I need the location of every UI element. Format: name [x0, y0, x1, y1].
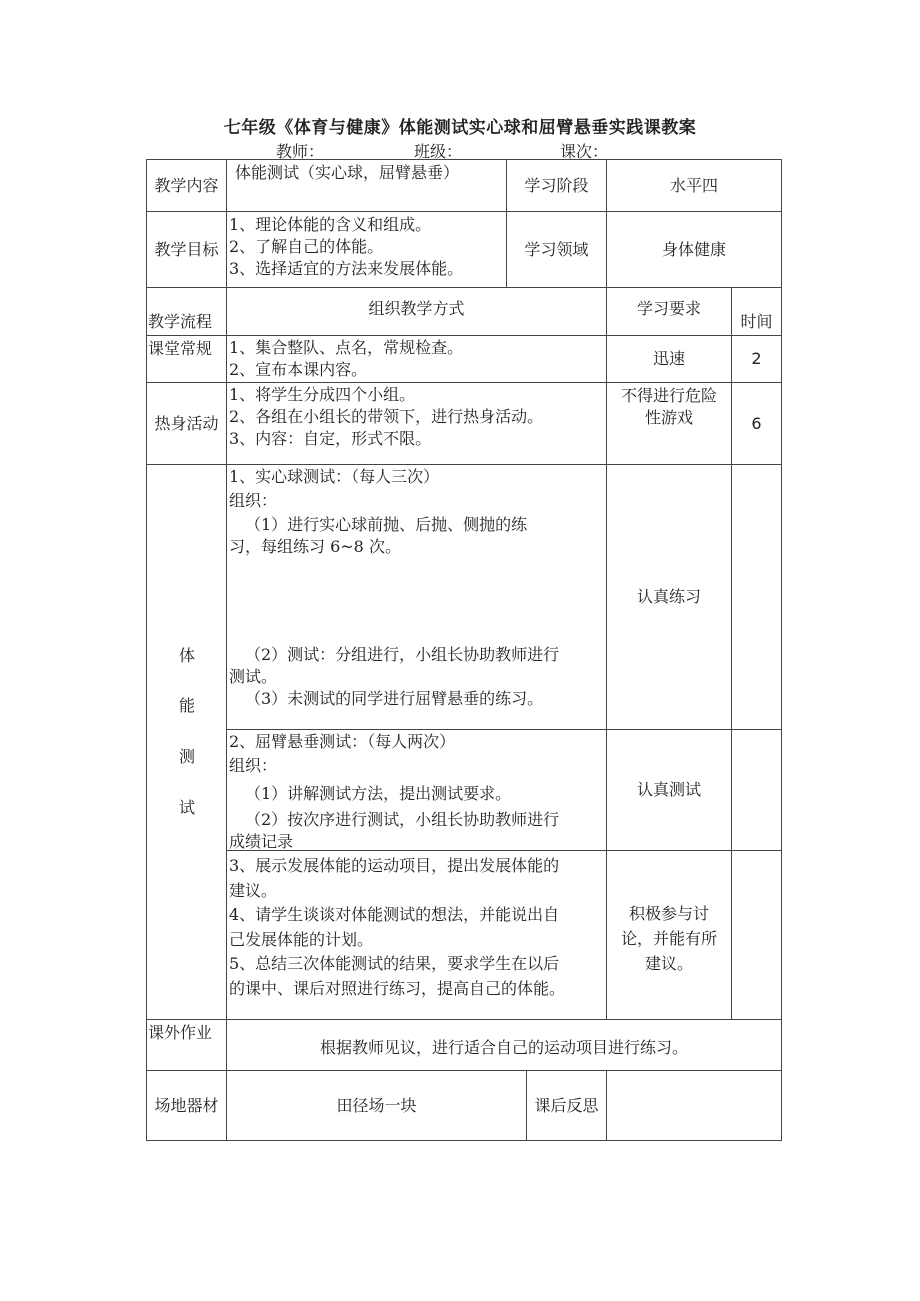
- summary-line: 4、请学生谈谈对体能测试的想法，并能说出自: [229, 905, 560, 925]
- teacher-label: 教师：: [276, 142, 325, 161]
- shot-put-step: （3）未测试的同学进行屈臂悬垂的练习。: [245, 689, 544, 708]
- domain-label: 学习领域: [524, 239, 589, 259]
- lesson-plan-table: [146, 159, 782, 1141]
- goal-label-cell: [146, 211, 227, 288]
- fitness-label-char: 能: [178, 696, 195, 715]
- shot-put-org-label: 组织：: [229, 491, 278, 510]
- content-label: 教学内容: [154, 175, 219, 195]
- venue-label: 场地器材: [154, 1095, 219, 1115]
- routine-time: 2: [751, 349, 762, 368]
- summary-section: [226, 850, 607, 1020]
- warmup-req-line: 不得进行危险: [620, 386, 717, 405]
- domain-value: 身体健康: [661, 239, 726, 259]
- fitness-label-cell: [146, 464, 227, 1020]
- summary-req-cell: [606, 850, 732, 1020]
- reflect-label-cell: [526, 1070, 607, 1141]
- class-label: 班级：: [414, 142, 463, 161]
- stage-label: 学习阶段: [524, 175, 589, 195]
- warmup-req-cell: [606, 382, 732, 465]
- shot-put-step: 测试。: [229, 667, 278, 686]
- goal-item: 1、理论体能的含义和组成。: [229, 215, 432, 234]
- summary-req-line: 论，并能有所: [620, 929, 717, 948]
- hang-req-cell: [606, 729, 732, 851]
- goal-item: 3、选择适宜的方法来发展体能。: [229, 259, 464, 278]
- homework-label-cell: [146, 1019, 227, 1071]
- shot-put-step: （1）进行实心球前抛、后抛、侧抛的练: [245, 515, 528, 534]
- time-header: 时间: [740, 312, 773, 331]
- shot-put-req-cell: [606, 464, 732, 730]
- hang-org-label: 组织：: [229, 756, 278, 775]
- stage-value-cell: [606, 159, 782, 212]
- warmup-item: 3、内容：自定，形式不限。: [229, 429, 432, 448]
- venue-label-cell: [146, 1070, 227, 1141]
- warmup-list: [226, 382, 607, 465]
- shot-put-req: 认真练习: [636, 587, 701, 606]
- venue-value: 田径场一块: [336, 1095, 417, 1115]
- hang-section: [226, 729, 607, 851]
- goal-list: [226, 211, 507, 288]
- routine-req: 迅速: [652, 349, 685, 368]
- routine-req-cell: [606, 335, 732, 383]
- lesson-label: 课次：: [560, 142, 609, 161]
- content-value-cell: [226, 159, 507, 212]
- summary-line: 己发展体能的计划。: [229, 929, 374, 949]
- hang-step: （2）按次序进行测试，小组长协助教师进行: [245, 810, 560, 829]
- hang-step: （1）讲解测试方法，提出测试要求。: [245, 784, 512, 803]
- goal-item: 2、了解自己的体能。: [229, 237, 384, 256]
- warmup-req-line: 性游戏: [644, 408, 693, 427]
- summary-line: 3、展示发展体能的运动项目，提出发展体能的: [229, 856, 560, 875]
- reflect-label: 课后反思: [534, 1095, 599, 1115]
- warmup-item: 1、将学生分成四个小组。: [229, 385, 416, 404]
- stage-label-cell: [506, 159, 607, 212]
- warmup-item: 2、各组在小组长的带领下，进行热身活动。: [229, 407, 544, 426]
- shot-put-step: （2）测试：分组进行，小组长协助教师进行: [245, 645, 560, 664]
- content-value: 体能测试（实心球，屈臂悬垂）: [235, 163, 460, 182]
- fitness-label-char: 体: [178, 646, 195, 665]
- summary-line: 建议。: [229, 880, 278, 900]
- homework-value-cell: [226, 1019, 782, 1071]
- routine-item: 1、集合整队、点名，常规检查。: [229, 338, 464, 357]
- summary-line: 5、总结三次体能测试的结果，要求学生在以后: [229, 954, 560, 974]
- method-header-cell: [226, 287, 607, 336]
- hang-step: 成绩记录: [229, 832, 294, 851]
- fitness-label-char: 测: [178, 747, 195, 766]
- routine-label-cell: [146, 335, 227, 383]
- flow-label: 教学流程: [148, 312, 213, 331]
- routine-time-cell: [731, 335, 782, 383]
- hang-req: 认真测试: [636, 780, 701, 799]
- domain-value-cell: [606, 211, 782, 288]
- shot-put-section: [226, 464, 607, 730]
- warmup-label-cell: [146, 382, 227, 465]
- time-header-cell: [731, 287, 782, 336]
- shot-put-time-cell: [731, 464, 782, 730]
- summary-req-line: 积极参与讨: [628, 904, 709, 923]
- reflect-value-cell: [606, 1070, 782, 1141]
- fitness-label-char: 试: [178, 798, 195, 817]
- routine-list: [226, 335, 607, 383]
- venue-value-cell: [226, 1070, 527, 1141]
- warmup-label: 热身活动: [154, 413, 219, 433]
- goal-label: 教学目标: [154, 239, 219, 259]
- warmup-time-cell: [731, 382, 782, 465]
- method-header: 组织教学方式: [368, 299, 465, 318]
- homework-label: 课外作业: [148, 1023, 213, 1042]
- content-label-cell: [146, 159, 227, 212]
- summary-line: 的课中、课后对照进行练习，提高自己的体能。: [229, 978, 566, 998]
- warmup-time: 6: [751, 413, 762, 433]
- routine-item: 2、宣布本课内容。: [229, 360, 368, 379]
- req-header: 学习要求: [636, 299, 701, 318]
- req-header-cell: [606, 287, 732, 336]
- homework-value: 根据教师见议，进行适合自己的运动项目进行练习。: [319, 1038, 688, 1057]
- page-title: 七年级《体育与健康》体能测试实心球和屈臂悬垂实践课教案: [223, 118, 697, 138]
- routine-label: 课堂常规: [148, 339, 213, 358]
- shot-put-heading: 1、实心球测试：（每人三次）: [229, 467, 440, 486]
- hang-heading: 2、屈臂悬垂测试：（每人两次）: [229, 732, 456, 751]
- flow-label-cell: [146, 287, 227, 336]
- stage-value: 水平四: [669, 175, 718, 195]
- hang-time-cell: [731, 729, 782, 851]
- summary-time-cell: [731, 850, 782, 1020]
- domain-label-cell: [506, 211, 607, 288]
- summary-req-line: 建议。: [644, 954, 693, 973]
- shot-put-step: 习，每组练习 6~8 次。: [229, 537, 401, 556]
